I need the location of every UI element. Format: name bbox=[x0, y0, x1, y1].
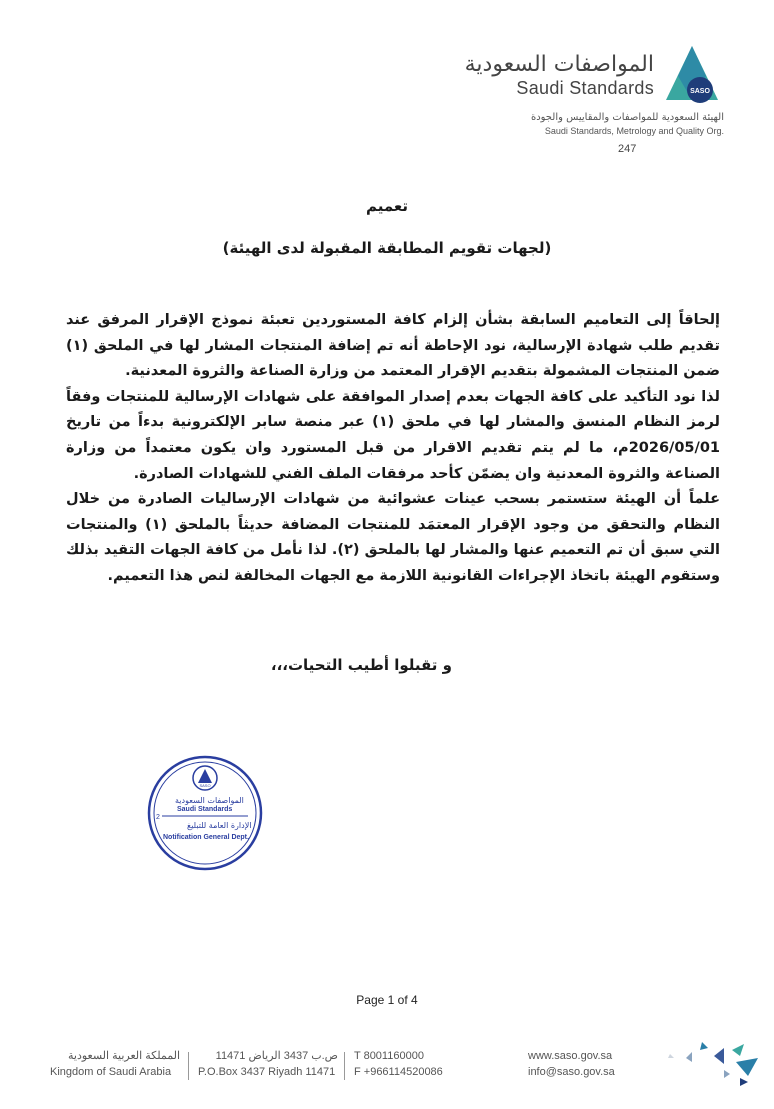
document-number: 247 bbox=[618, 143, 637, 155]
saso-logo-icon bbox=[660, 42, 724, 106]
stamp-name-ar: المواصفات السعودية bbox=[175, 796, 244, 805]
decorative-triangles-icon bbox=[640, 1030, 760, 1090]
footer-pobox-en: P.O.Box 3437 Riyadh 11471 bbox=[198, 1066, 336, 1078]
footer-kingdom bbox=[50, 1048, 180, 1080]
stamp-dept-en: Notification General Dept. bbox=[163, 834, 249, 841]
paragraph: إلحاقاً إلى التعاميم السابقة بشأن إلزام كافة المستوردين تعبئة نموذج الإقرار المرفق عند تقديم طلب شهادة الإرسالية، نود الإحاطة أنه تم إضافة المنتجات المشار لها في الملحق (١) ضمن المنتجات المشمولة بتقديم الإقرار المعتمد من وزارة الصناعة والثروة المعدنية. bbox=[66, 312, 720, 380]
paragraph: علماً أن الهيئة ستستمر بسحب عينات عشوائية من شهادات الإرساليات الصادرة من خلال النظام والتحقق من وجود الإقرار المعتمَد للمنتجات المضافة حديثاً بالملحق (١) والمنتجات التي سبق أن تم التعميم عنها والمشار لها بالملحق (٢). لذا نأمل من كافة الجهات التقيد بذلك وستقوم الهيئة باتخاذ الإجراءات القانونية اللازمة مع الجهات المخالفة لنص هذا التعميم. bbox=[66, 491, 720, 584]
closing-line: و تقبلوا أطيب التحيات،،، bbox=[270, 656, 452, 674]
saso-logo bbox=[424, 40, 724, 140]
footer-pobox bbox=[198, 1048, 338, 1080]
footer-website[interactable]: www.saso.gov.sa bbox=[528, 1050, 613, 1062]
footer-email[interactable]: info@saso.gov.sa bbox=[528, 1066, 615, 1078]
footer-online bbox=[528, 1048, 615, 1080]
document-body bbox=[66, 308, 720, 590]
official-stamp bbox=[146, 754, 264, 872]
org-name-ar: المواصفات السعودية bbox=[464, 52, 654, 77]
footer-divider bbox=[344, 1052, 345, 1080]
footer-kingdom-en: Kingdom of Saudi Arabia bbox=[50, 1066, 172, 1078]
footer-kingdom-ar: المملكة العربية السعودية bbox=[68, 1050, 180, 1062]
footer-divider bbox=[188, 1052, 189, 1080]
document-title: تعميم bbox=[365, 197, 409, 215]
logo-badge-text: SASO bbox=[690, 88, 710, 95]
page-number: Page 1 of 4 bbox=[356, 993, 418, 1007]
footer-fax: F +966114520086 bbox=[354, 1066, 443, 1078]
stamp-dept-ar: الإدارة العامة للتبليغ bbox=[187, 821, 252, 830]
org-full-name-ar: الهيئة السعودية للمواصفات والمقاييس والجودة bbox=[530, 112, 724, 123]
paragraph: لذا نود التأكيد على كافة الجهات بعدم إصدار الموافقة على شهادات الإرسالية للمنتجات وفقاً لرمز النظام المنسق والمشار لها في ملحق (١) عبر منصة سابر الإلكترونية بدءاً من تاريخ 2026/05/01م، ما لم يتم تقديم الاقرار من قبل المستورد وان يكون معتمداً من وزارة الصناعة والثروة المعدنية وان يضمّن كأحد مرفقات الملف الفني للشهادات الصادرة. bbox=[66, 388, 720, 482]
footer-pobox-ar: ص.ب 3437 الرياض 11471 bbox=[215, 1050, 338, 1062]
footer-contact bbox=[354, 1048, 443, 1080]
stamp-number: 2 bbox=[156, 814, 160, 821]
stamp-name-en: Saudi Standards bbox=[177, 806, 233, 813]
stamp-badge-text: SASO bbox=[199, 783, 211, 788]
org-name-en: Saudi Standards bbox=[516, 78, 654, 98]
document-subtitle: (لجهات تقويم المطابقة المقبولة لدى الهيئة) bbox=[222, 239, 552, 257]
org-full-name-en: Saudi Standards, Metrology and Quality Org. bbox=[544, 126, 724, 136]
footer-phone: T 8001160000 bbox=[354, 1050, 424, 1062]
